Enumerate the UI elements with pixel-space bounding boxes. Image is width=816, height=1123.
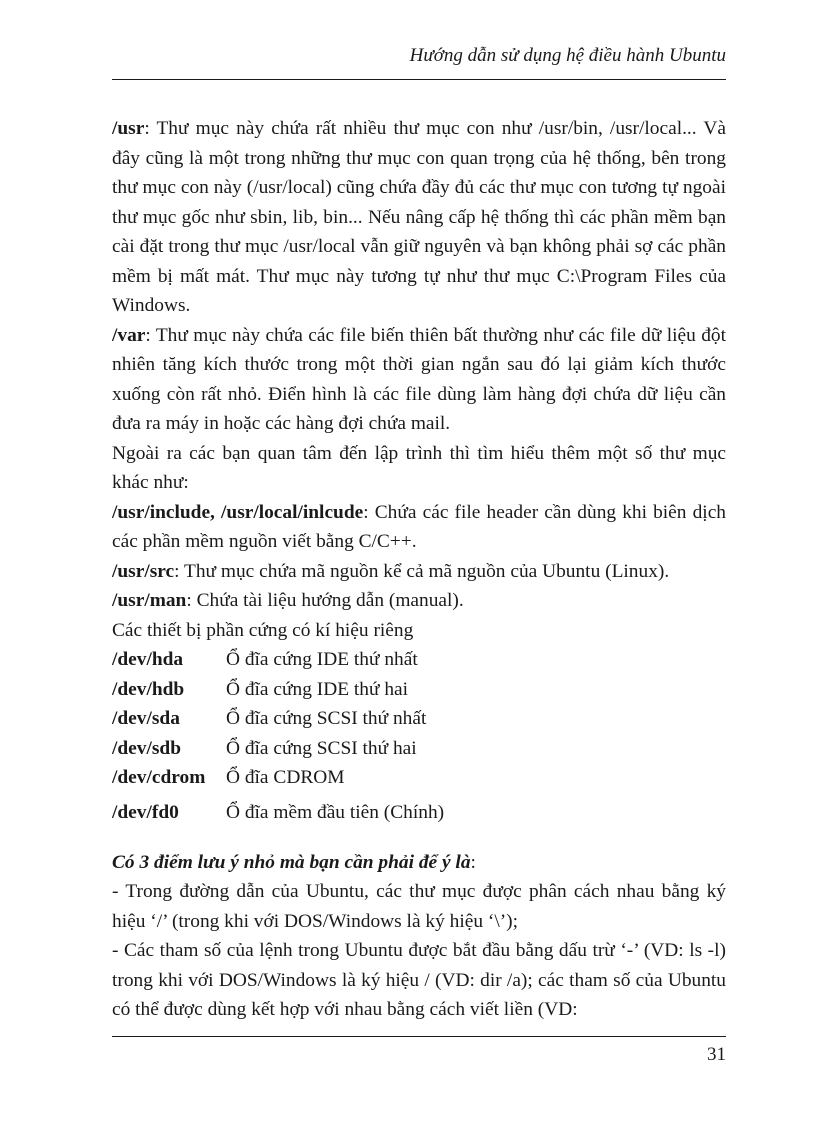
device-description: Ổ đĩa mềm đầu tiên (Chính) [226,802,445,824]
notes-heading-text: Có 3 điểm lưu ý nhỏ mà bạn cần phải để ý là [112,851,471,873]
device-row [112,645,726,675]
device-path: /dev/cdrom [112,767,206,788]
device-path: /dev/hdb [112,678,185,700]
section-spacer [112,834,726,848]
paragraph-devices-intro: Các thiết bị phần cứng có kí hiệu riêng [112,619,414,641]
header-rule [112,79,726,80]
device-description: Ổ đĩa CDROM [226,767,345,788]
device-description: Ổ đĩa cứng SCSI thứ nhất [226,708,427,729]
term-man: /usr/man [112,590,187,611]
note-item: - Các tham số của lệnh trong Ubuntu được bắt đầu bằng dấu trừ ‘-’ (VD: ls -l) trong khi với DOS/Windows là ký hiệu / (VD: dir /a); các tham số của Ubuntu có thể được dùng kết hợp với nhau bằng cách viết liền (VD: [112,940,726,1020]
page-body [112,114,726,1025]
term-src: /usr/src [112,560,175,582]
text-usr: : Thư mục này chứa rất nhiều thư mục con như /usr/bin, /usr/local... Và đây cũng là một trong những thư mục con quan trọng của hệ thống, bên trong thư mục con này (/usr/local) cũng chứa đầy đủ các thư mục con tương tự ngoài thư mục gốc như sbin, lib, bin... Nếu nâng cấp hệ thống thì các phần mềm bạn cài đặt trong thư mục /usr/local vẫn giữ nguyên và bạn không phải sợ các phần mềm bị mất mát. Thư mục này tương tự như thư mục C:\Program Files của Windows. [112,118,726,316]
footer-rule [112,1036,726,1037]
paragraph-var [112,321,726,439]
device-path: /dev/sda [112,708,180,729]
text-src: : Thư mục chứa mã nguồn kể cả mã nguồn của Ubuntu (Linux). [174,560,670,582]
text-include: : Chứa các file header cần dùng khi biên dịch các phần mềm nguồn viết bằng C/C++. [112,501,726,552]
device-path: /dev/hda [112,649,184,670]
device-description: Ổ đĩa cứng SCSI thứ hai [226,737,417,759]
page-number: 31 [707,1044,726,1065]
text-man: : Chứa tài liệu hướng dẫn (manual). [186,590,464,611]
running-header: Hướng dẫn sử dụng hệ điều hành Ubuntu [409,45,726,66]
paragraph-man [112,586,726,616]
device-description: Ổ đĩa cứng IDE thứ hai [226,678,409,700]
paragraph-src [112,557,726,587]
notes-heading-colon: : [470,851,476,873]
device-row [112,734,726,764]
device-list [112,645,726,834]
device-path: /dev/sdb [112,737,181,759]
device-row [112,704,726,734]
notes-heading [112,848,726,878]
paragraph-usr [112,114,726,321]
paragraph-other-dirs: Ngoài ra các bạn quan tâm đến lập trình thì tìm hiểu thêm một số thư mục khác như: [112,442,726,493]
device-row [112,763,726,793]
term-var: /var [112,324,146,346]
device-row [112,675,726,705]
device-path: /dev/fd0 [112,802,179,824]
device-description: Ổ đĩa cứng IDE thứ nhất [226,649,418,670]
text-var: : Thư mục này chứa các file biến thiên bất thường như các file dữ liệu đột nhiên tăng kích thước trong một thời gian ngắn sau đó lại giảm kích thước xuống còn rất nhỏ. Điển hình là các file dùng làm hàng đợi chứa dữ liệu cần đưa ra máy in hoặc các hàng đợi chứa mail. [112,324,726,434]
term-usr: /usr [112,118,145,139]
note-item: - Trong đường dẫn của Ubuntu, các thư mục được phân cách nhau bằng ký hiệu ‘/’ (trong khi với DOS/Windows là ký hiệu ‘\’); [112,881,726,932]
term-include: /usr/include, /usr/local/inlcude [112,501,364,523]
device-row [112,793,726,834]
paragraph-include [112,498,726,557]
